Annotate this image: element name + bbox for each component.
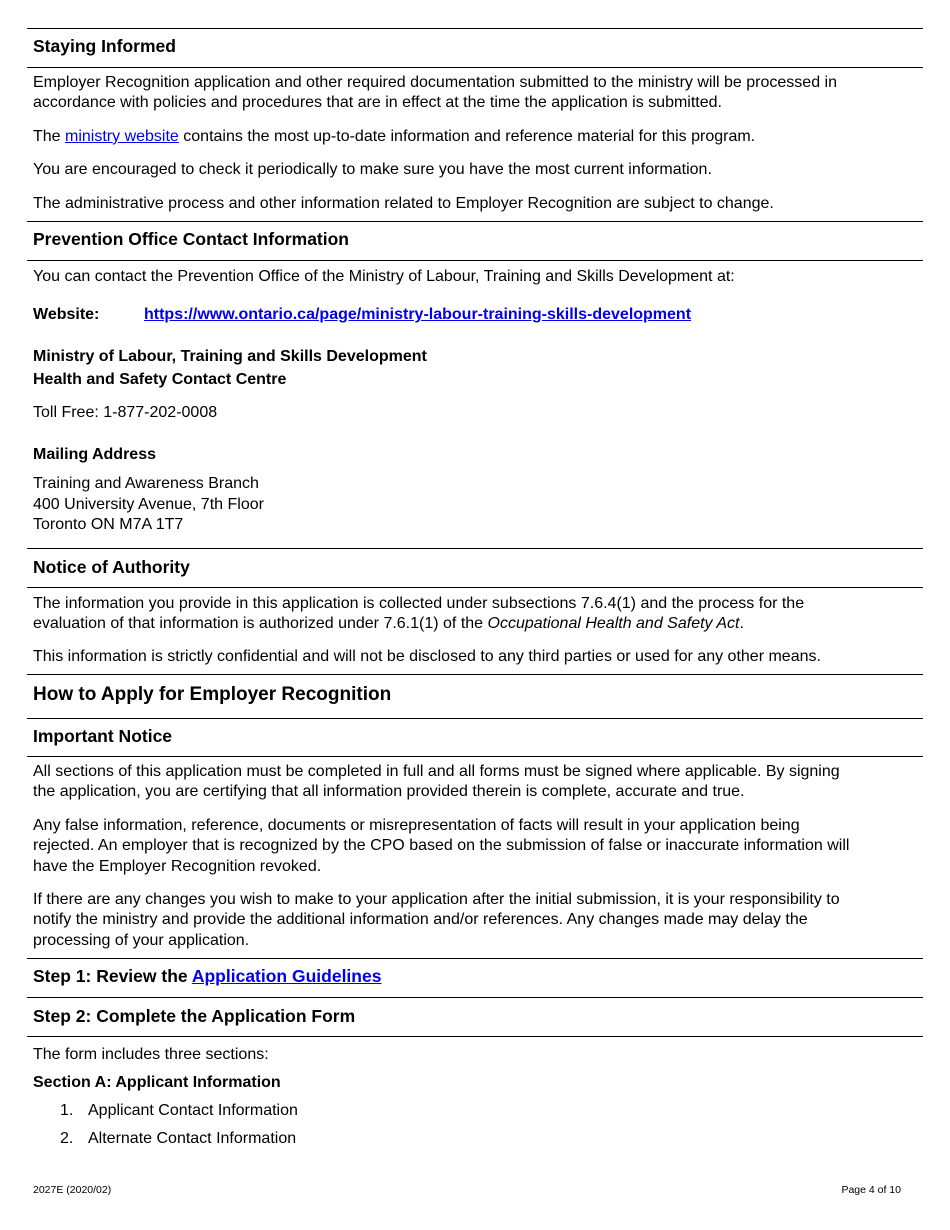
important-p1-line2: the application, you are certifying that all information provided therein is complete, accurate and true. [33,783,745,800]
important-p2-line2: rejected. An employer that is recognized by the CPO based on the submission of false or inaccurate information will [33,837,850,854]
toll-free: Toll Free: 1-877-202-0008 [33,404,218,421]
list-item-number: 1. [60,1102,74,1119]
step2-intro: The form includes three sections: [33,1046,269,1063]
website-url-link[interactable]: https://www.ontario.ca/page/ministry-labour-training-skills-development [144,306,692,323]
page-number: Page 4 of 10 [841,1184,901,1196]
application-guidelines-link[interactable]: Application Guidelines [191,966,382,986]
notice-p1-line2 [33,614,744,634]
notice-p1-line1: The information you provide in this application is collected under subsections 7.6.4(1) and the process for the [33,595,805,612]
p2-before: The [33,128,66,145]
rule-top [27,28,923,29]
rule [27,958,923,959]
staying-informed-p4: The administrative process and other information related to Employer Recognition are subject to change. [33,195,774,212]
how-to-apply-heading: How to Apply for Employer Recognition [33,684,392,705]
notice-of-authority-heading: Notice of Authority [33,557,190,577]
notice-p1-after: . [739,615,744,632]
rule [27,1036,923,1037]
org-line2: Health and Safety Contact Centre [33,371,287,388]
list-item: Alternate Contact Information [88,1130,297,1147]
staying-informed-p2 [33,127,755,147]
rule [27,260,923,261]
p2-after: contains the most up-to-date information and reference material for this program. [178,128,756,145]
list-item: Applicant Contact Information [88,1102,298,1119]
step1-prefix: Step 1: Review the [33,966,192,986]
notice-p1-before: evaluation of that information is authorized under 7.6.1(1) of the [33,615,488,632]
rule [27,674,923,675]
staying-informed-p1-line2: accordance with policies and procedures that are in effect at the time the application is submitted. [33,94,722,111]
important-p2-line1: Any false information, reference, documents or misrepresentation of facts will result in your application being [33,817,800,834]
staying-informed-heading: Staying Informed [33,36,176,56]
prevention-office-intro: You can contact the Prevention Office of the Ministry of Labour, Training and Skills Development at: [33,268,735,285]
section-a-heading: Section A: Applicant Information [33,1074,281,1091]
important-notice-heading: Important Notice [33,726,173,746]
important-p2-line3: have the Employer Recognition revoked. [33,858,322,875]
ministry-website-link[interactable]: ministry website [65,128,179,145]
prevention-office-heading: Prevention Office Contact Information [33,229,349,249]
staying-informed-p3: You are encouraged to check it periodically to make sure you have the most current information. [33,161,712,178]
form-id: 2027E (2020/02) [33,1184,112,1196]
mailing-address-heading: Mailing Address [33,446,156,463]
important-p3-line2: notify the ministry and provide the additional information and/or references. Any changes made may delay the [33,911,808,928]
rule [27,548,923,549]
list-item-number: 2. [60,1130,74,1147]
website-label: Website: [33,306,100,323]
important-p1-line1: All sections of this application must be completed in full and all forms must be signed where applicable. By signing [33,763,840,780]
step1-heading [33,965,381,987]
rule [27,718,923,719]
step2-heading: Step 2: Complete the Application Form [33,1006,356,1026]
address-line3: Toronto ON M7A 1T7 [33,516,184,533]
address-line1: Training and Awareness Branch [33,475,259,492]
rule [27,997,923,998]
act-title: Occupational Health and Safety Act [487,615,740,632]
rule [27,587,923,588]
rule [27,221,923,222]
org-line1: Ministry of Labour, Training and Skills Development [33,348,427,365]
important-p3-line3: processing of your application. [33,932,250,949]
address-line2: 400 University Avenue, 7th Floor [33,496,264,513]
staying-informed-p1-line1: Employer Recognition application and other required documentation submitted to the ministry will be processed in [33,74,837,91]
rule [27,67,923,68]
notice-p2: This information is strictly confidential and will not be disclosed to any third parties or used for any other means. [33,648,821,665]
important-p3-line1: If there are any changes you wish to make to your application after the initial submission, it is your responsibility to [33,891,840,908]
rule [27,756,923,757]
